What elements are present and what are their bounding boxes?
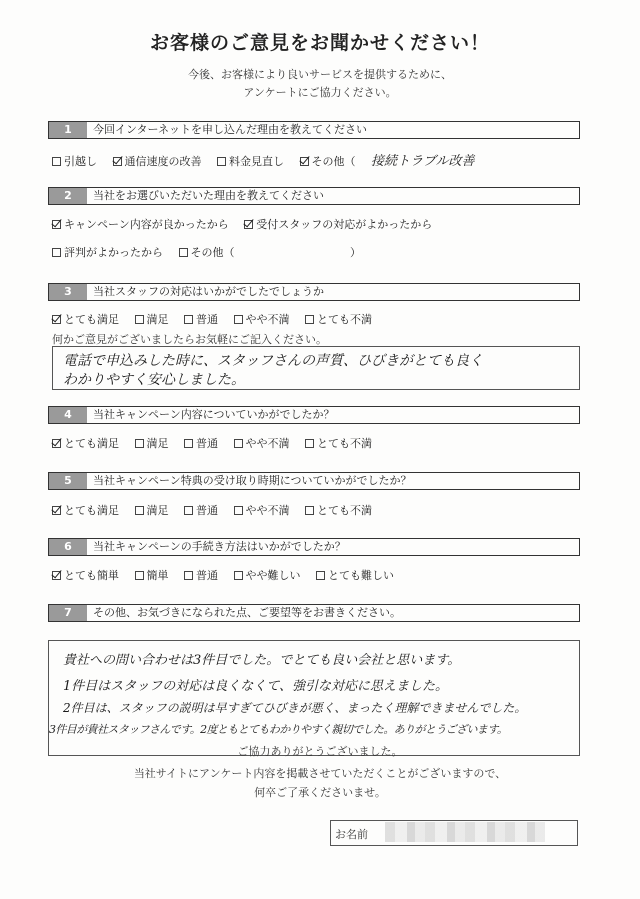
checkbox[interactable] bbox=[135, 439, 144, 448]
close-paren: ） bbox=[350, 246, 361, 259]
checkbox[interactable] bbox=[305, 506, 314, 515]
option-satisfied[interactable]: 満足 bbox=[135, 435, 169, 451]
question-7-header bbox=[48, 604, 580, 622]
option-normal[interactable]: 普通 bbox=[184, 567, 218, 583]
checkbox[interactable] bbox=[179, 248, 188, 257]
handwritten-line-1: 電話で申込みした時に、スタッフさんの声質、ひびきがとても良く bbox=[63, 353, 483, 369]
checkbox[interactable] bbox=[244, 220, 253, 229]
checkbox[interactable] bbox=[184, 439, 193, 448]
option-somewhat-dissatisfied[interactable]: やや不満 bbox=[234, 502, 290, 518]
option-somewhat-dissatisfied[interactable]: やや不満 bbox=[234, 311, 290, 327]
question-number: 6 bbox=[49, 539, 87, 555]
footer-line-2: 何卒ご了承くださいませ。 bbox=[254, 786, 386, 799]
option-very-satisfied[interactable]: とても満足 bbox=[52, 311, 119, 327]
option-very-dissatisfied[interactable]: とても不満 bbox=[305, 502, 372, 518]
question-number: 4 bbox=[49, 407, 87, 423]
option-somewhat-dissatisfied[interactable]: やや不満 bbox=[234, 435, 290, 451]
question-number: 5 bbox=[49, 473, 87, 489]
handwritten-line-4: 3件目が貴社スタッフさんです。2度ともとてもわかりやすく親切でした。ありがとうございます。 bbox=[49, 723, 508, 736]
checkbox[interactable] bbox=[52, 315, 61, 324]
option-reputation[interactable]: 評判がよかったから bbox=[52, 244, 163, 260]
question-3-options bbox=[52, 311, 384, 327]
option-campaign[interactable]: キャンペーン内容が良かったから bbox=[52, 216, 229, 232]
checkbox[interactable] bbox=[113, 157, 122, 166]
checkbox[interactable] bbox=[184, 506, 193, 515]
option-very-easy[interactable]: とても簡単 bbox=[52, 567, 119, 583]
question-text: 今回インターネットを申し込んだ理由を教えてください bbox=[93, 123, 368, 136]
question-text: 当社をお選びいただいた理由を教えてください bbox=[93, 189, 324, 202]
checkbox[interactable] bbox=[234, 315, 243, 324]
redacted-name bbox=[385, 822, 545, 842]
checkbox[interactable] bbox=[52, 220, 61, 229]
question-number: 1 bbox=[49, 122, 87, 138]
option-normal[interactable]: 普通 bbox=[184, 311, 218, 327]
option-easy[interactable]: 簡単 bbox=[135, 567, 169, 583]
checkbox[interactable] bbox=[135, 571, 144, 580]
intro-line-2: アンケートにご協力ください。 bbox=[243, 86, 397, 99]
question-2-header bbox=[48, 187, 580, 205]
checkbox[interactable] bbox=[234, 571, 243, 580]
option-satisfied[interactable]: 満足 bbox=[135, 311, 169, 327]
checkbox[interactable] bbox=[305, 439, 314, 448]
option-other[interactable]: その他（ bbox=[300, 153, 356, 169]
checkbox[interactable] bbox=[184, 571, 193, 580]
footer-line-1: 当社サイトにアンケート内容を掲載させていただくことがございますので、 bbox=[133, 767, 507, 780]
name-label: お名前 bbox=[335, 828, 368, 841]
option-somewhat-difficult[interactable]: やや難しい bbox=[234, 567, 301, 583]
question-text: 当社キャンペーン特典の受け取り時期についていかがでしたか？ bbox=[93, 474, 412, 487]
option-very-difficult[interactable]: とても難しい bbox=[316, 567, 394, 583]
checkbox[interactable] bbox=[234, 439, 243, 448]
checkbox[interactable] bbox=[300, 157, 309, 166]
option-other[interactable]: その他（ bbox=[179, 244, 235, 260]
question-6-options bbox=[52, 567, 406, 583]
checkbox[interactable] bbox=[52, 157, 61, 166]
checkbox[interactable] bbox=[135, 506, 144, 515]
checkbox[interactable] bbox=[135, 315, 144, 324]
handwritten-line-2: わかりやすく安心しました。 bbox=[63, 372, 245, 388]
checkbox[interactable] bbox=[305, 315, 314, 324]
question-number: 3 bbox=[49, 284, 87, 300]
question-text: その他、お気づきになられた点、ご要望等をお書きください。 bbox=[93, 606, 401, 619]
question-2-options-row2 bbox=[52, 244, 361, 260]
option-speed[interactable]: 通信速度の改善 bbox=[113, 153, 202, 169]
thanks-text: ご協力ありがとうございました。 bbox=[237, 745, 403, 758]
option-very-satisfied[interactable]: とても満足 bbox=[52, 502, 119, 518]
handwritten-line-2: 1件目はスタッフの対応は良くなくて、強引な対応に思えました。 bbox=[63, 679, 449, 694]
question-4-header bbox=[48, 406, 580, 424]
option-price[interactable]: 料金見直し bbox=[217, 153, 284, 169]
checkbox[interactable] bbox=[52, 248, 61, 257]
question-3-header bbox=[48, 283, 580, 301]
option-staff[interactable]: 受付スタッフの対応がよかったから bbox=[244, 216, 432, 232]
page-title: お客様のご意見をお聞かせください！ bbox=[149, 32, 490, 54]
option-very-satisfied[interactable]: とても満足 bbox=[52, 435, 119, 451]
checkbox[interactable] bbox=[52, 506, 61, 515]
question-1-header bbox=[48, 121, 580, 139]
option-very-dissatisfied[interactable]: とても不満 bbox=[305, 435, 372, 451]
checkbox[interactable] bbox=[234, 506, 243, 515]
question-text: 当社スタッフの対応はいかがでしたでしょうか bbox=[93, 285, 324, 298]
question-number: 7 bbox=[49, 605, 87, 621]
handwritten-line-1: 貴社への問い合わせは3件目でした。でとても良い会社と思います。 bbox=[63, 653, 461, 668]
handwritten-line-3: 2件目は、スタッフの説明は早すぎてひびきが悪く、まったく理解できませんでした。 bbox=[63, 701, 527, 715]
question-5-options bbox=[52, 502, 384, 518]
option-normal[interactable]: 普通 bbox=[184, 435, 218, 451]
question-3-comment-box[interactable] bbox=[52, 346, 580, 390]
question-1-options bbox=[52, 150, 474, 169]
question-2-options-row1 bbox=[52, 216, 444, 232]
checkbox[interactable] bbox=[316, 571, 325, 580]
question-text: 当社キャンペーンの手続き方法はいかがでしたか？ bbox=[93, 540, 346, 553]
question-number: 2 bbox=[49, 188, 87, 204]
comment-prompt: 何かご意見がございましたらお気軽にご記入ください。 bbox=[52, 333, 327, 346]
checkbox[interactable] bbox=[52, 439, 61, 448]
other-handwritten: 接続トラブル改善 bbox=[371, 154, 475, 169]
question-6-header bbox=[48, 538, 580, 556]
checkbox[interactable] bbox=[217, 157, 226, 166]
option-moving[interactable]: 引越し bbox=[52, 153, 97, 169]
option-very-dissatisfied[interactable]: とても不満 bbox=[305, 311, 372, 327]
question-4-options bbox=[52, 435, 384, 451]
option-satisfied[interactable]: 満足 bbox=[135, 502, 169, 518]
intro-line-1: 今後、お客様により良いサービスを提供するために、 bbox=[188, 68, 452, 81]
checkbox[interactable] bbox=[184, 315, 193, 324]
question-text: 当社キャンペーン内容についていかがでしたか？ bbox=[93, 408, 335, 421]
question-5-header bbox=[48, 472, 580, 490]
option-normal[interactable]: 普通 bbox=[184, 502, 218, 518]
question-7-comment-box[interactable] bbox=[48, 640, 580, 756]
checkbox[interactable] bbox=[52, 571, 61, 580]
